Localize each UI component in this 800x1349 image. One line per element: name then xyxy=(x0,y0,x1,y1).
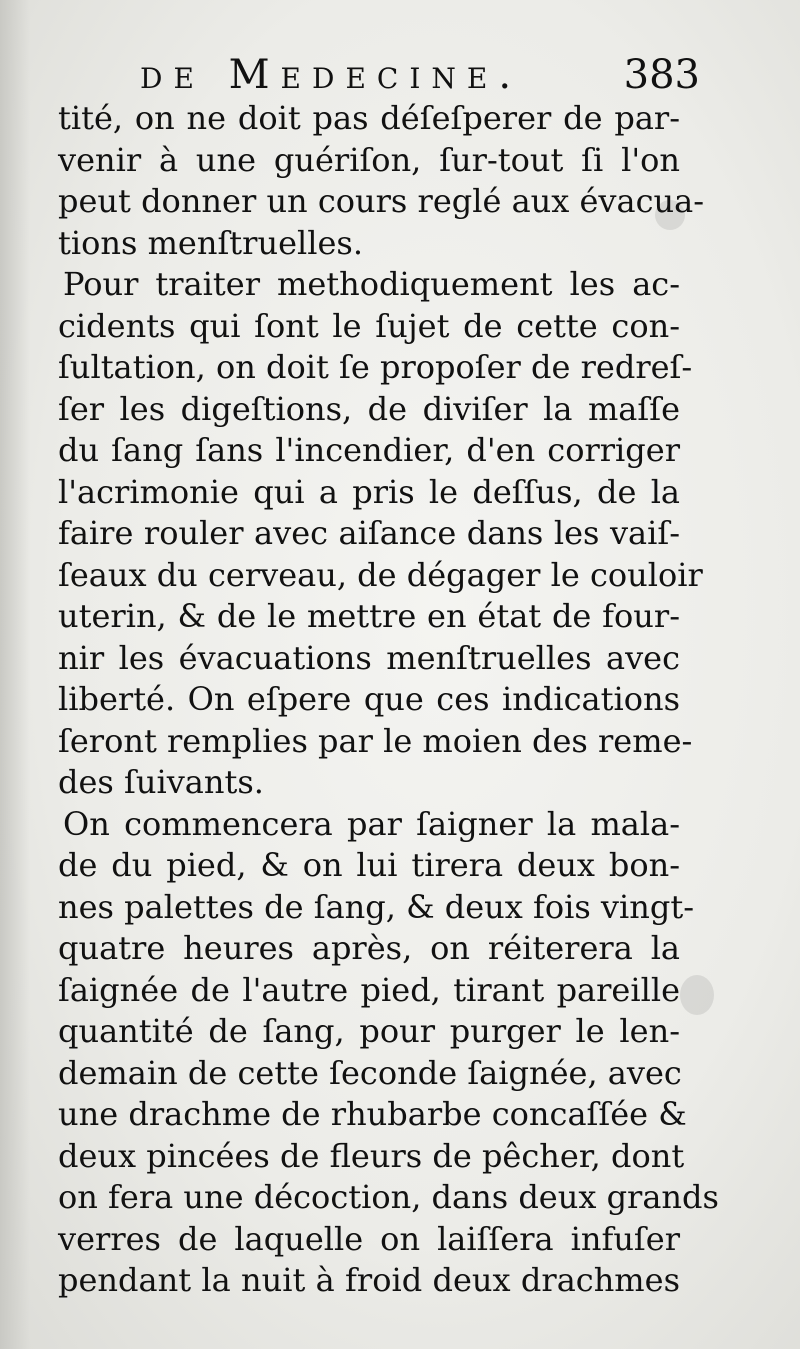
text-line: liberté. On eſpere que ces indications xyxy=(58,680,680,718)
text-line: nir les évacuations menſtruelles avec xyxy=(58,638,680,677)
text-line: de du pied, & on lui tirera deux bon- xyxy=(58,846,680,884)
text-line: on fera une décoction, dans deux grands xyxy=(58,1178,719,1216)
text-body xyxy=(58,98,719,1302)
text-line: quantité de ſang, pour purger le len- xyxy=(58,1012,680,1050)
text-line: Pour traiter methodiquement les ac- xyxy=(63,265,680,303)
paragraph xyxy=(58,804,719,1302)
text-line: tité, on ne doit pas déſeſperer de par- xyxy=(58,99,680,137)
text-line: verres de laquelle on laiſſera infuſer xyxy=(58,1219,680,1258)
page-number: 383 xyxy=(623,52,700,98)
text-line: demain de cette ſeconde ſaignée, avec xyxy=(58,1053,682,1092)
text-line: faire rouler avec aiſance dans les vaiſ- xyxy=(58,514,680,552)
text-line: deux pincées de fleurs de pêcher, dont xyxy=(58,1136,685,1175)
text-line: ſer les digeſtions, de diviſer la maſſe xyxy=(58,389,680,428)
text-line: ſaignée de l'autre pied, tirant pareille xyxy=(58,970,680,1009)
text-line: ſeront remplies par le moien des reme- xyxy=(58,721,693,760)
running-head: de Medecine. xyxy=(140,52,523,98)
text-line: ſeaux du cerveau, de dégager le couloir xyxy=(58,555,703,594)
text-line: du ſang ſans l'incendier, d'en corriger xyxy=(58,431,680,469)
text-line: une drachme de rhubarbe concaſſée & xyxy=(58,1095,687,1133)
text-line: ſultation, on doit ſe propoſer de redreſ- xyxy=(58,348,693,386)
text-line: peut donner un cours reglé aux évacua- xyxy=(58,182,704,220)
text-line: tions menſtruelles. xyxy=(58,223,363,262)
page-smudge xyxy=(680,975,714,1015)
paragraph xyxy=(58,264,703,804)
text-line: nes palettes de ſang, & deux fois vingt- xyxy=(58,887,694,926)
page-header xyxy=(140,50,700,100)
text-line: On commencera par ſaigner la mala- xyxy=(63,804,680,843)
text-line: uterin, & de le mettre en état de four- xyxy=(58,597,680,635)
text-line: cidents qui ſont le ſujet de cette con- xyxy=(58,306,680,345)
text-line: venir à une guériſon, ſur-tout ſi l'on xyxy=(58,140,680,179)
page-edge-shadow xyxy=(0,0,30,1349)
paragraph xyxy=(58,98,704,264)
text-line: des ſuivants. xyxy=(58,763,264,801)
text-line: pendant la nuit à froid deux drachmes xyxy=(58,1261,680,1299)
text-line: quatre heures après, on réiterera la xyxy=(58,929,680,967)
text-line: l'acrimonie qui a pris le deſſus, de la xyxy=(58,472,680,511)
